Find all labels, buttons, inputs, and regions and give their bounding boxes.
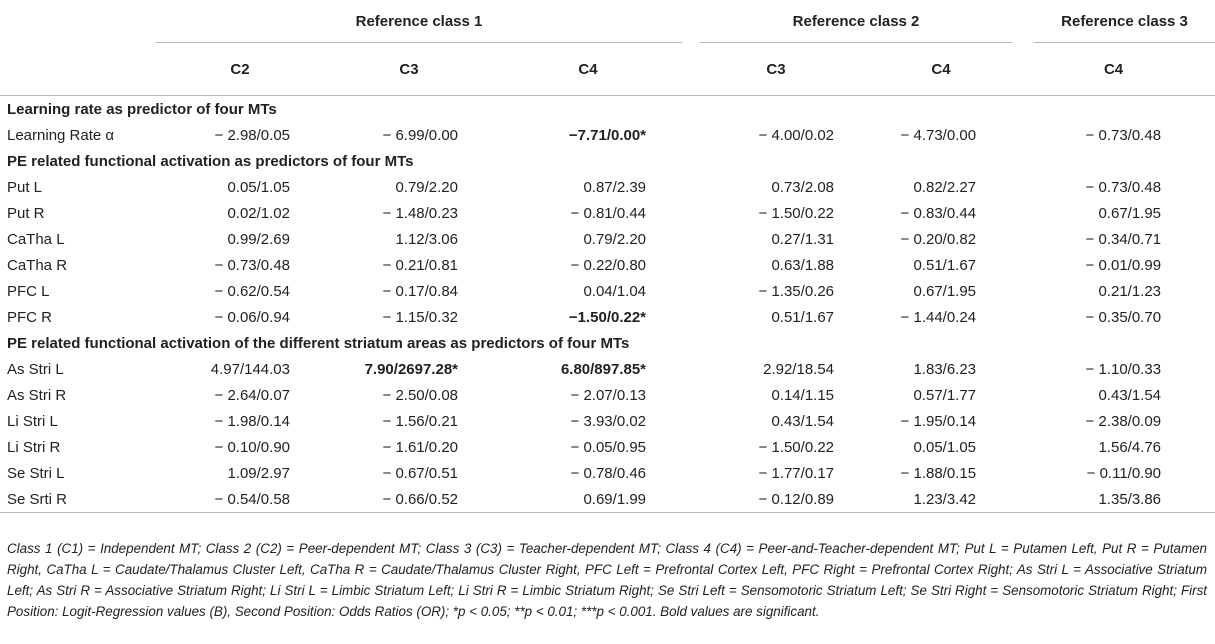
value-cell: −7.71/0.00* — [568, 126, 647, 144]
row-label: Se Srti R — [7, 490, 68, 508]
value-cell: 0.51/1.67 — [771, 308, 835, 326]
table-row — [0, 252, 1215, 278]
table-row — [0, 408, 1215, 434]
value-cell: 0.43/1.54 — [1098, 386, 1162, 404]
subheader-c2: C2 — [230, 60, 250, 78]
table-row — [0, 278, 1215, 304]
section-header-row — [0, 96, 1215, 123]
value-cell: 0.79/2.20 — [583, 230, 647, 248]
table-row — [0, 434, 1215, 460]
value-cell: − 1.44/0.24 — [900, 308, 977, 326]
value-cell: 4.97/144.03 — [210, 360, 290, 378]
row-label: CaTha R — [7, 256, 68, 274]
row-label: Learning Rate α — [7, 126, 115, 144]
value-cell: 0.57/1.77 — [913, 386, 977, 404]
section-title: PE related functional activation as predictors of four MTs — [7, 152, 414, 170]
group-header-reference-class-3: Reference class 3 — [1034, 0, 1215, 43]
row-label: Put L — [7, 178, 43, 196]
value-cell: − 0.12/0.89 — [758, 490, 835, 508]
value-cell: − 2.64/0.07 — [214, 386, 290, 404]
value-cell: 2.92/18.54 — [763, 360, 835, 378]
value-cell: 0.79/2.20 — [395, 178, 458, 196]
subheader-c4: C4 — [931, 60, 951, 78]
value-cell: − 0.21/0.81 — [382, 256, 458, 274]
value-cell: − 3.93/0.02 — [570, 412, 647, 430]
section-title: Learning rate as predictor of four MTs — [7, 100, 277, 118]
value-cell: 0.67/1.95 — [1098, 204, 1162, 222]
subheader-c4: C4 — [1103, 60, 1124, 78]
value-cell: − 1.77/0.17 — [758, 464, 835, 482]
value-cell: 0.63/1.88 — [771, 256, 835, 274]
table-body — [0, 96, 1215, 513]
value-cell: 0.87/2.39 — [583, 178, 647, 196]
value-cell: − 4.00/0.02 — [758, 126, 835, 144]
value-cell: − 0.81/0.44 — [570, 204, 647, 222]
subheader-c4: C4 — [578, 60, 598, 78]
table-row — [0, 486, 1215, 513]
value-cell: 0.99/2.69 — [227, 230, 290, 248]
value-cell: 0.67/1.95 — [913, 282, 977, 300]
value-cell: − 0.66/0.52 — [382, 490, 458, 508]
table-row — [0, 200, 1215, 226]
value-cell: 0.02/1.02 — [227, 204, 290, 222]
value-cell: − 0.05/0.95 — [570, 438, 647, 456]
value-cell: − 6.99/0.00 — [382, 126, 458, 144]
section-title: PE related functional activation of the different striatum areas as predictors of four MTs — [7, 334, 630, 352]
value-cell: − 0.73/0.48 — [1085, 178, 1162, 196]
group-header-row — [0, 0, 1215, 43]
value-cell: − 0.73/0.48 — [1085, 126, 1162, 144]
value-cell: 0.27/1.31 — [771, 230, 835, 248]
table-row — [0, 382, 1215, 408]
value-cell: − 0.06/0.94 — [214, 308, 290, 326]
value-cell: − 2.98/0.05 — [214, 126, 290, 144]
table-row — [0, 122, 1215, 148]
value-cell: − 0.35/0.70 — [1085, 308, 1162, 326]
row-label: Li Stri R — [7, 438, 61, 456]
value-cell: 7.90/2697.28* — [364, 360, 458, 378]
value-cell: − 1.10/0.33 — [1085, 360, 1162, 378]
row-label: CaTha L — [7, 230, 65, 248]
value-cell: − 1.15/0.32 — [382, 308, 458, 326]
value-cell: 0.82/2.27 — [913, 178, 977, 196]
value-cell: − 0.78/0.46 — [570, 464, 647, 482]
section-header-row — [0, 148, 1215, 174]
value-cell: − 1.50/0.22 — [758, 438, 835, 456]
section-header-row — [0, 330, 1215, 356]
value-cell: 1.56/4.76 — [1098, 438, 1162, 456]
value-cell: − 1.95/0.14 — [900, 412, 977, 430]
footnote-text: Class 1 (C1) = Independent MT; Class 2 (C2) = Peer-dependent MT; Class 3 (C3) = Teacher-dependent MT; Class 4 (C4) = Peer-and-Teacher-dependent MT; Put L = Putamen Left, Put R = Putamen Right, CaTha L = Caudate/Thalamus Cluster Left, CaTha R = Caudate/Thalamus Cluster Right, PFC Left = Prefrontal Cortex Left, PFC Right = Prefrontal Cortex Right; As Stri L = Associative Striatum Left; As Stri R = Associative Striatum Right; Li Stri L = Limbic Striatum Left; Li Stri R = Limbic Striatum Right; Se Stri Left = Sensomotoric Striatum Left; Se Stri Right = Sensomotoric Striatum Right; First Position: Logit-Regression values (B), Second Position: Odds Ratios (OR); *p < 0.05; **p < 0.01; ***p < 0.001. Bold values are significant. — [7, 541, 1207, 619]
value-cell: − 2.50/0.08 — [382, 386, 458, 404]
value-cell: 1.23/3.42 — [913, 490, 977, 508]
value-cell: − 0.22/0.80 — [570, 256, 647, 274]
value-cell: 1.35/3.86 — [1098, 490, 1162, 508]
value-cell: 0.73/2.08 — [771, 178, 835, 196]
value-cell: − 0.20/0.82 — [900, 230, 977, 248]
value-cell: − 0.11/0.90 — [1086, 464, 1162, 482]
value-cell: 6.80/897.85* — [560, 360, 647, 378]
table-row — [0, 174, 1215, 200]
row-label: As Stri L — [7, 360, 64, 378]
row-label: PFC R — [7, 308, 52, 326]
value-cell: 0.69/1.99 — [583, 490, 647, 508]
value-cell: − 0.83/0.44 — [900, 204, 977, 222]
table-row — [0, 460, 1215, 486]
group-header-reference-class-2: Reference class 2 — [700, 0, 1012, 43]
value-cell: − 1.35/0.26 — [758, 282, 835, 300]
row-label: Li Stri L — [7, 412, 58, 430]
subheader-c3: C3 — [766, 60, 786, 78]
value-cell: 0.05/1.05 — [913, 438, 977, 456]
row-label: PFC L — [7, 282, 50, 300]
value-cell: 1.83/6.23 — [913, 360, 977, 378]
value-cell: − 1.50/0.22 — [758, 204, 835, 222]
value-cell: − 0.10/0.90 — [214, 438, 290, 456]
value-cell: − 2.38/0.09 — [1085, 412, 1162, 430]
value-cell: − 4.73/0.00 — [900, 126, 977, 144]
value-cell: − 0.01/0.99 — [1085, 256, 1162, 274]
table-row — [0, 304, 1215, 330]
value-cell: − 1.48/0.23 — [382, 204, 458, 222]
table-footnote — [7, 538, 1207, 622]
table-row — [0, 356, 1215, 382]
value-cell: 0.21/1.23 — [1098, 282, 1162, 300]
row-label: As Stri R — [7, 386, 67, 404]
value-cell: − 0.54/0.58 — [214, 490, 290, 508]
value-cell: 0.43/1.54 — [771, 412, 835, 430]
value-cell: − 1.61/0.20 — [382, 438, 458, 456]
value-cell: − 0.67/0.51 — [382, 464, 458, 482]
value-cell: − 1.56/0.21 — [382, 412, 458, 430]
value-cell: 1.09/2.97 — [227, 464, 290, 482]
value-cell: − 0.62/0.54 — [214, 282, 290, 300]
value-cell: − 2.07/0.13 — [570, 386, 647, 404]
value-cell: − 0.34/0.71 — [1085, 230, 1162, 248]
value-cell: 0.05/1.05 — [227, 178, 290, 196]
row-label: Put R — [7, 204, 45, 222]
value-cell: − 1.88/0.15 — [900, 464, 977, 482]
value-cell: − 0.73/0.48 — [214, 256, 290, 274]
table-row — [0, 226, 1215, 252]
subheader-row — [0, 43, 1215, 96]
value-cell: − 1.98/0.14 — [214, 412, 290, 430]
value-cell: 0.51/1.67 — [913, 256, 977, 274]
value-cell: 1.12/3.06 — [395, 230, 458, 248]
value-cell: 0.04/1.04 — [583, 282, 647, 300]
row-label: Se Stri L — [7, 464, 65, 482]
group-header-reference-class-1: Reference class 1 — [156, 0, 682, 43]
value-cell: 0.14/1.15 — [771, 386, 835, 404]
value-cell: −1.50/0.22* — [568, 308, 647, 326]
value-cell: − 0.17/0.84 — [382, 282, 458, 300]
subheader-c3: C3 — [399, 60, 419, 78]
